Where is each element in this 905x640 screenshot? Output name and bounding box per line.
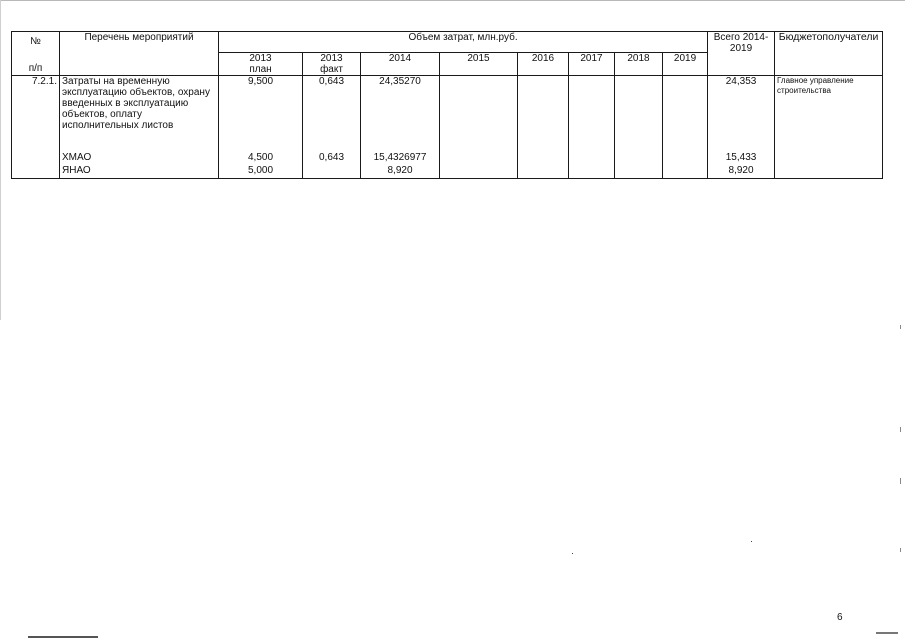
value-cell: 0,643 bbox=[303, 76, 361, 153]
row-measure: Затраты на временную эксплуатацию объектов, охрану введенных в эксплуатацию объектов, оплату исполнительных листов bbox=[60, 76, 219, 153]
value-cell: 0,643 bbox=[303, 152, 361, 165]
header-year: 2014 bbox=[388, 53, 412, 64]
header-number-cell bbox=[12, 32, 60, 76]
value-cell bbox=[615, 152, 663, 165]
value-cell bbox=[569, 152, 615, 165]
row-region: ЯНАО bbox=[60, 165, 219, 179]
scan-edge-left bbox=[0, 0, 1, 320]
scan-mark-right bbox=[900, 478, 901, 484]
header-year-cell bbox=[569, 53, 615, 76]
value-cell bbox=[615, 165, 663, 179]
beneficiary-cell bbox=[775, 152, 883, 165]
scan-speck bbox=[572, 553, 573, 554]
value-cell: 4,500 bbox=[219, 152, 303, 165]
value-cell bbox=[663, 152, 708, 165]
header-total: Всего 2014-2019 bbox=[708, 32, 775, 76]
value-cell bbox=[440, 165, 518, 179]
header-year-sub: факт bbox=[320, 64, 343, 75]
table-row bbox=[12, 76, 883, 153]
value-cell bbox=[518, 152, 569, 165]
row-region: ХМАО bbox=[60, 152, 219, 165]
header-year-cell bbox=[361, 53, 440, 76]
header-year-cell bbox=[219, 53, 303, 76]
scan-mark-bottom-right bbox=[876, 632, 898, 634]
page-number: 6 bbox=[837, 612, 843, 623]
header-year: 2013 bbox=[249, 53, 272, 64]
value-cell bbox=[663, 76, 708, 153]
beneficiary-cell bbox=[775, 165, 883, 179]
total-cell: 8,920 bbox=[708, 165, 775, 179]
scan-speck bbox=[751, 541, 752, 542]
header-year-cell bbox=[518, 53, 569, 76]
header-year: 2018 bbox=[627, 53, 650, 64]
value-cell bbox=[569, 76, 615, 153]
total-cell: 24,353 bbox=[708, 76, 775, 153]
header-year: 2016 bbox=[531, 53, 555, 64]
value-cell: 24,35270 bbox=[361, 76, 440, 153]
table-header-row-1 bbox=[12, 32, 883, 53]
row-number bbox=[12, 152, 60, 165]
scan-mark-right bbox=[900, 427, 901, 432]
header-number-abbrev: п/п bbox=[28, 63, 43, 74]
value-cell bbox=[569, 165, 615, 179]
header-number-symbol: № bbox=[30, 36, 41, 47]
value-cell bbox=[615, 76, 663, 153]
header-year: 2015 bbox=[467, 53, 490, 64]
scan-mark-bottom-left bbox=[28, 636, 98, 638]
beneficiary-cell: Главное управление строительства bbox=[775, 76, 883, 153]
row-number: 7.2.1. bbox=[12, 76, 60, 153]
row-number bbox=[12, 165, 60, 179]
header-year: 2017 bbox=[580, 53, 603, 64]
header-year: 2013 bbox=[320, 53, 343, 64]
value-cell: 8,920 bbox=[361, 165, 440, 179]
header-year-cell bbox=[440, 53, 518, 76]
scan-mark-right bbox=[900, 548, 901, 552]
value-cell bbox=[440, 152, 518, 165]
budget-table bbox=[11, 31, 883, 179]
table-row bbox=[12, 165, 883, 179]
value-cell: 9,500 bbox=[219, 76, 303, 153]
header-year-cell bbox=[615, 53, 663, 76]
header-year-cell bbox=[303, 53, 361, 76]
value-cell: 5,000 bbox=[219, 165, 303, 179]
value-cell bbox=[663, 165, 708, 179]
header-measures: Перечень мероприятий bbox=[60, 32, 219, 76]
total-cell: 15,433 bbox=[708, 152, 775, 165]
header-costs: Объем затрат, млн.руб. bbox=[219, 32, 708, 53]
value-cell bbox=[518, 165, 569, 179]
value-cell bbox=[440, 76, 518, 153]
header-beneficiaries: Бюджетополучатели bbox=[775, 32, 883, 76]
header-year-cell bbox=[663, 53, 708, 76]
value-cell: 15,4326977 bbox=[361, 152, 440, 165]
scan-mark-right bbox=[900, 325, 901, 329]
header-year: 2019 bbox=[673, 53, 697, 64]
table-row bbox=[12, 152, 883, 165]
value-cell bbox=[518, 76, 569, 153]
value-cell bbox=[303, 165, 361, 179]
scan-edge-top bbox=[0, 0, 905, 1]
header-year-sub: план bbox=[249, 64, 272, 75]
